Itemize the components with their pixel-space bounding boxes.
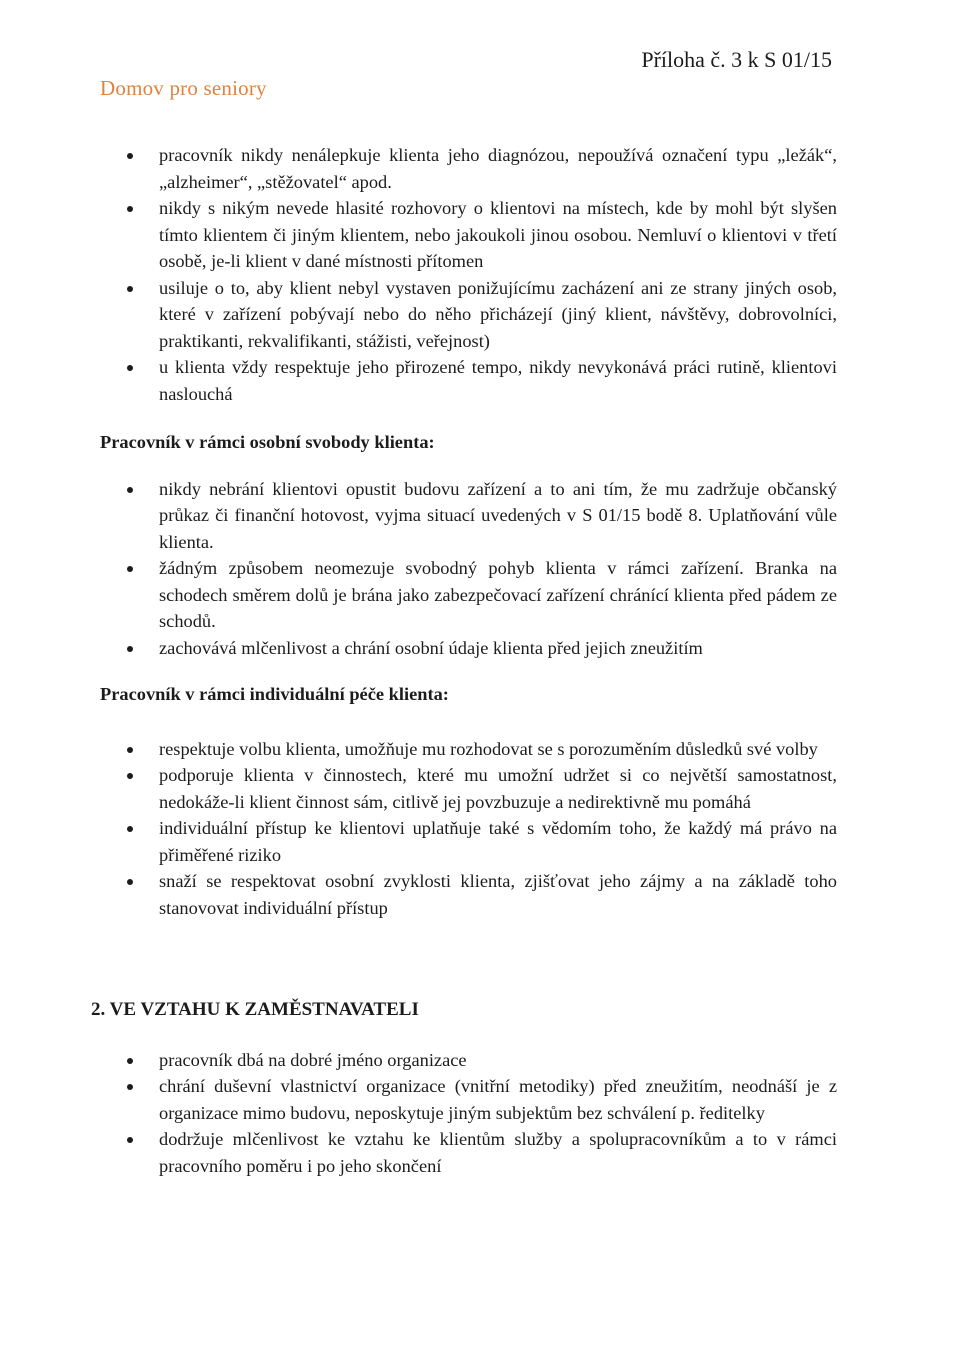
list-item: chrání duševní vlastnictví organizace (vnitřní metodiky) před zneužitím, neodnáší je z organizace mimo budovu, neposkytuje jiným subjektům bez schválení p. ředitelky xyxy=(100,1073,837,1126)
list-item: podporuje klienta v činnostech, které mu umožní udržet si co největší samostatnost, nedokáže-li klient činnost sám, citlivě jej povzbuzuje a nedirektivně mu pomáhá xyxy=(100,762,837,815)
list-item: zachovává mlčenlivost a chrání osobní údaje klienta před jejich zneužitím xyxy=(100,635,837,662)
list-item: pracovník nikdy nenálepkuje klienta jeho diagnózou, nepoužívá označení typu „ležák“, „alzheimer“, „stěžovatel“ apod. xyxy=(100,142,837,195)
employer-section-title: 2. VE VZTAHU K ZAMĚSTNAVATELI xyxy=(91,999,419,1020)
list-item: u klienta vždy respektuje jeho přirozené tempo, nikdy nevykonává práci rutině, klientovi naslouchá xyxy=(100,354,837,407)
list-item: nikdy s nikým nevede hlasité rozhovory o klientovi na místech, kde by mohl být slyšen tímto klientem či jiným klientem, nebo jakoukoli jinou osobou. Nemluví o klientovi v třetí osobě, je-li klient v dané místnosti přítomen xyxy=(100,195,837,275)
list-item: pracovník dbá na dobré jméno organizace xyxy=(100,1047,837,1074)
list-item: snaží se respektovat osobní zvyklosti klienta, zjišťovat jeho zájmy a na základě toho stanovovat individuální přístup xyxy=(100,868,837,921)
list-item: žádným způsobem neomezuje svobodný pohyb klienta v rámci zařízení. Branka na schodech směrem dolů je brána jako zabezpečovací zařízení chránící klienta před pádem ze schodů. xyxy=(100,555,837,635)
list-item: usiluje o to, aby klient nebyl vystaven ponižujícímu zacházení ani ze strany jiných osob, které v zařízení pobývají nebo do něho přicházejí (jiný klient, návštěvy, dobrovolníci, praktikanti, rekvalifikanti, stážisti, veřejnost) xyxy=(100,275,837,355)
organization-name: Domov pro seniory xyxy=(100,76,267,100)
document-body xyxy=(91,142,837,1179)
personal-freedom-list xyxy=(100,476,837,662)
annex-reference: Příloha č. 3 k S 01/15 xyxy=(641,47,832,72)
list-item: nikdy nebrání klientovi opustit budovu zařízení a to ani tím, že mu zadržuje občanský průkaz či finanční hotovost, vyjma situací uvedených v S 01/15 bodě 8. Uplatňování vůle klienta. xyxy=(100,476,837,556)
list-item: individuální přístup ke klientovi uplatňuje také s vědomím toho, že každý má právo na přiměřené riziko xyxy=(100,815,837,868)
list-item: dodržuje mlčenlivost ke vztahu ke klientům služby a spolupracovníkům a to v rámci pracovního poměru i po jeho skončení xyxy=(100,1126,837,1179)
individual-care-list xyxy=(100,736,837,922)
personal-freedom-heading: Pracovník v rámci osobní svobody klienta: xyxy=(100,432,435,452)
list-item: respektuje volbu klienta, umožňuje mu rozhodovat se s porozuměním důsledků své volby xyxy=(100,736,837,763)
employer-relations-list xyxy=(100,1047,837,1180)
individual-care-heading: Pracovník v rámci individuální péče klienta: xyxy=(100,684,449,704)
client-dignity-list xyxy=(100,142,837,407)
